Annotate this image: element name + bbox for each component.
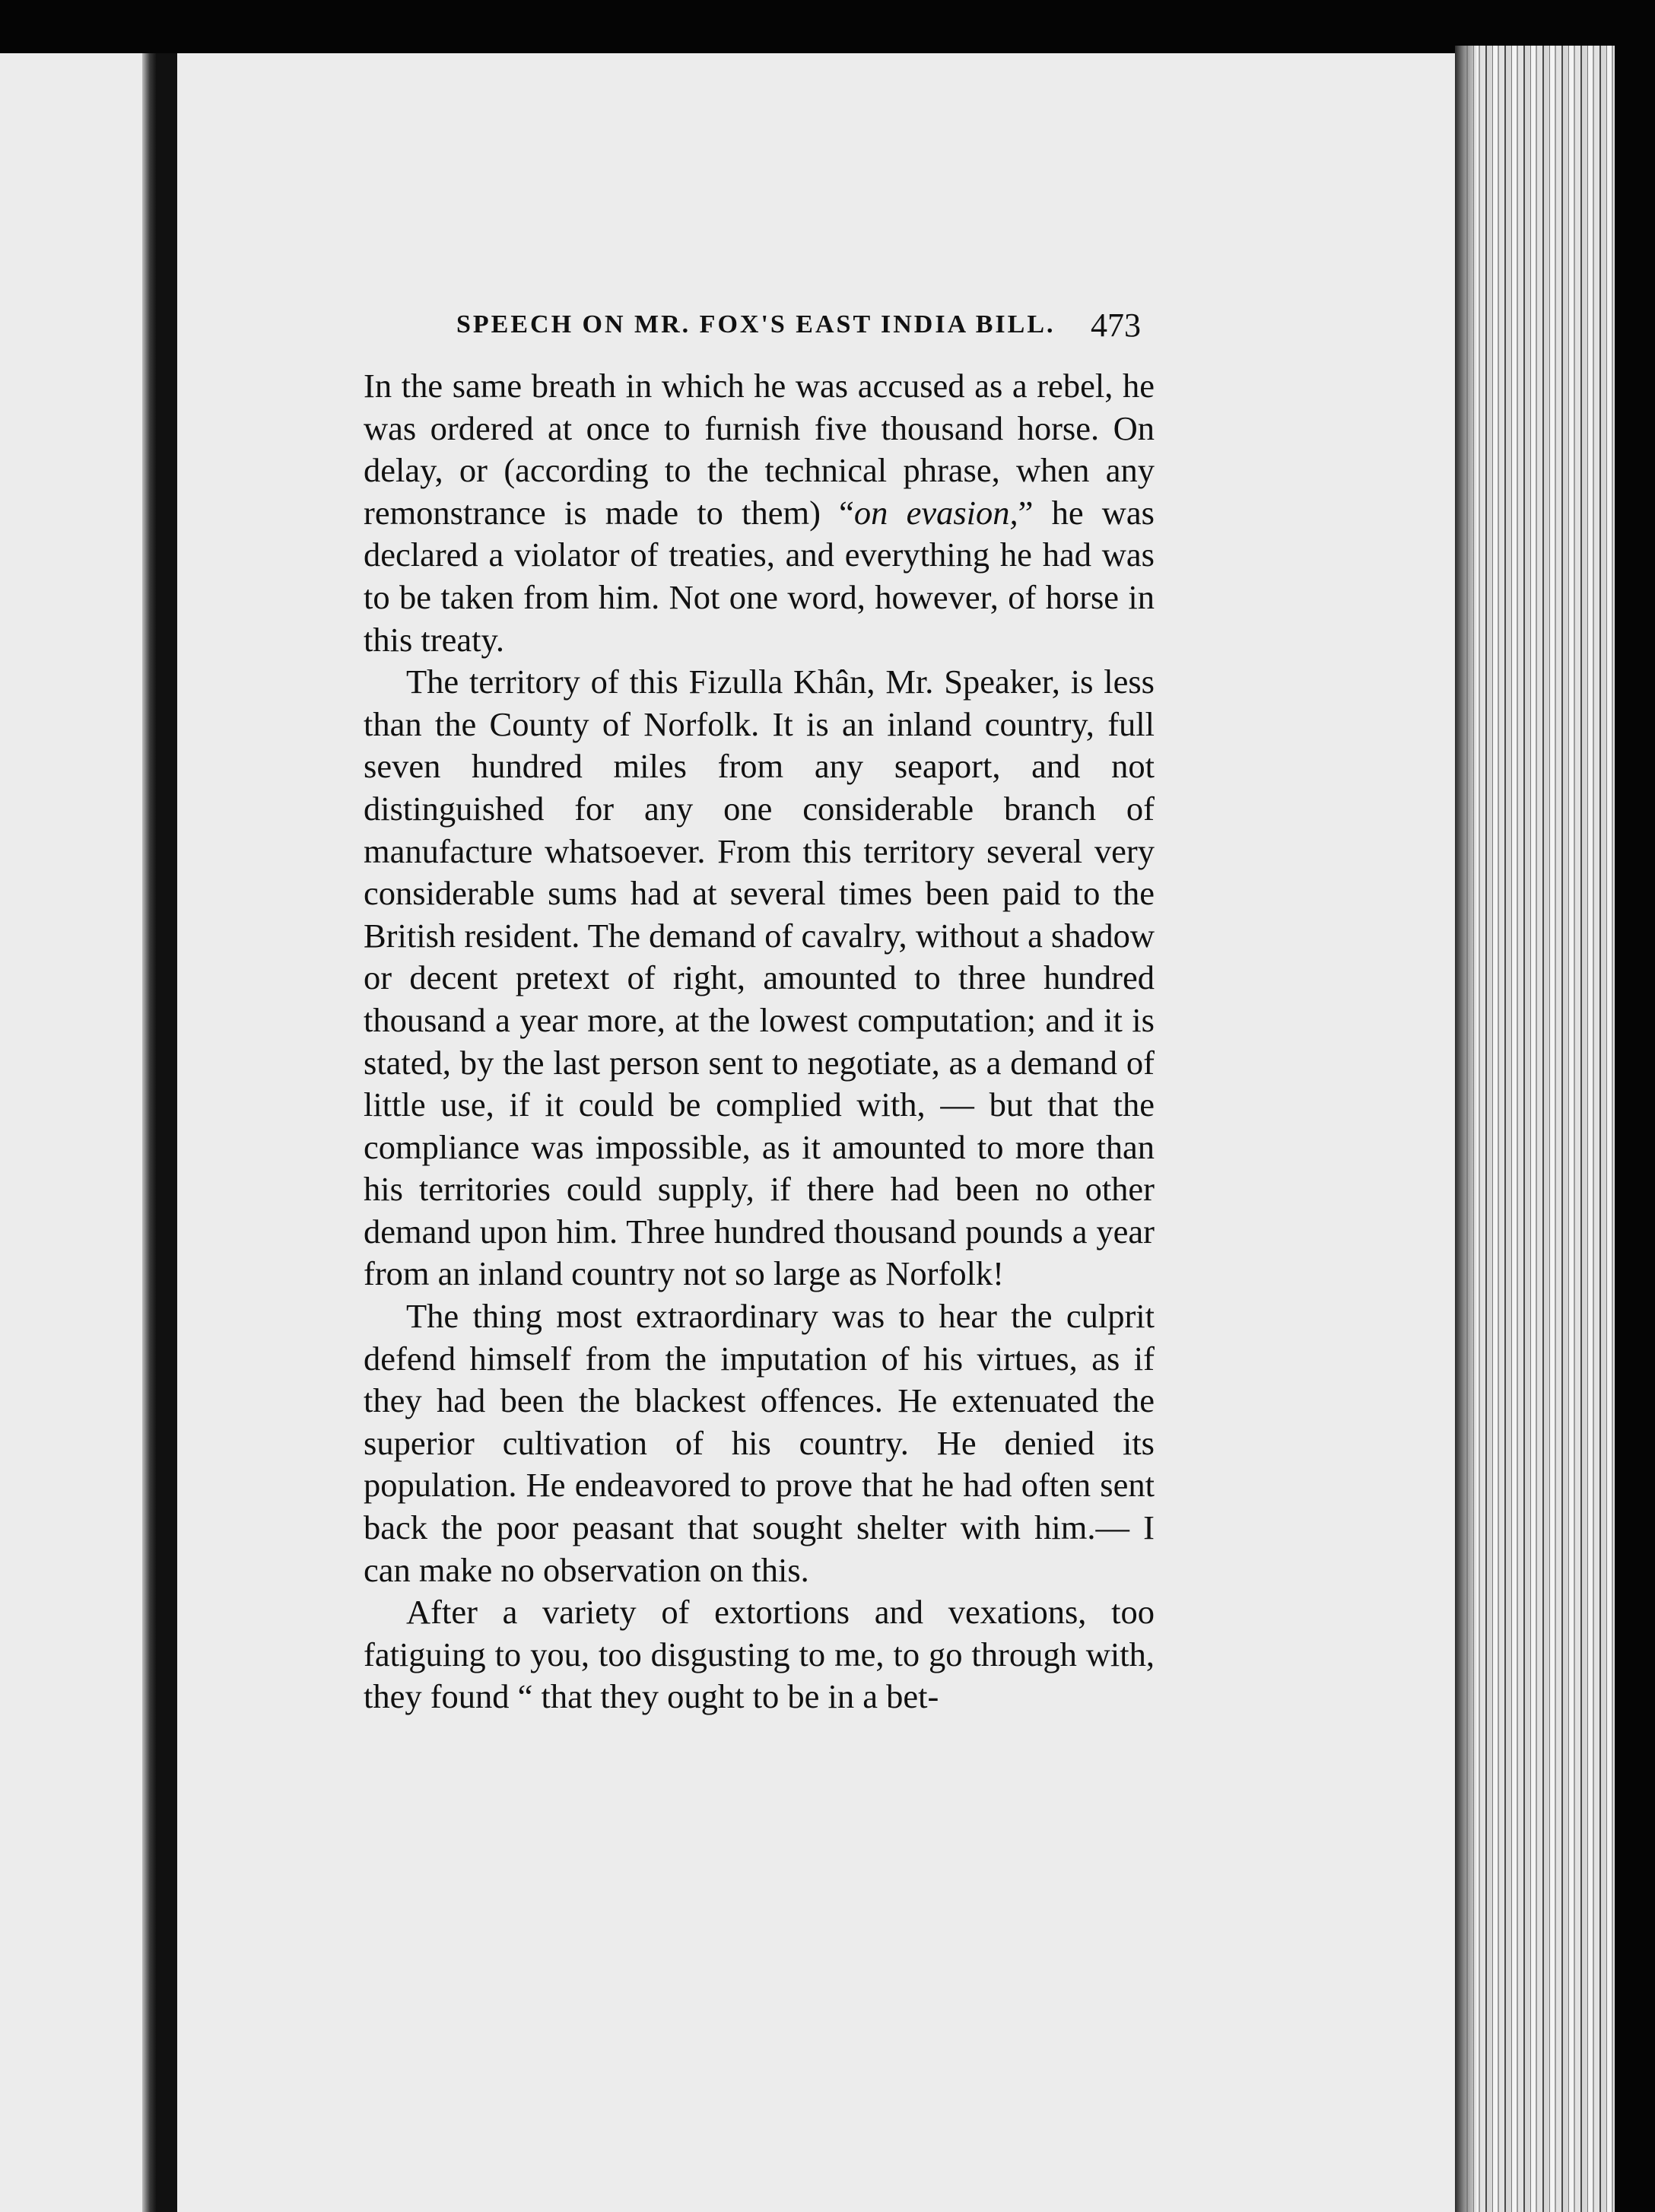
left-page-gutter-shadow <box>142 53 156 2212</box>
body-text <box>364 365 1155 1718</box>
paragraph-2: The territory of this Fizulla Khân, Mr. Speaker, is less than the County of Norfolk. It is an inland country, full seven hundred miles from any seaport, and not distinguished for any one considerable branch of manufacture whatsoever. From this territory several very considerable sums had at several times been paid to the British resident. The demand of cavalry, without a shadow or decent pretext of right, amounted to three hundred thousand a year more, at the lowest computation; and it is stated, by the last person sent to negotiate, as a demand of little use, if it could be complied with, — but that the compliance was impossible, as it amounted to more than his territories could supply, if there had been no other demand upon him. Three hundred thousand pounds a year from an inland country not so large as Norfolk! <box>364 663 1155 1293</box>
paragraph-1-italic: on evasion, <box>853 493 1018 532</box>
running-head-title: SPEECH ON MR. FOX'S EAST INDIA BILL. <box>456 310 1056 338</box>
page-edges-shadow <box>1455 46 1478 2212</box>
page-number: 473 <box>1091 307 1141 344</box>
facing-page-left <box>0 53 156 2212</box>
paragraph-4: After a variety of extortions and vexations, too fatiguing to you, too disgusting to me, to go through with, they found “ that they ought to be in a bet- <box>364 1593 1155 1716</box>
running-head <box>456 306 1141 351</box>
paragraph-1-text-a: In the same breath in which he was accused as a rebel, he was ordered at once to furnish five thousand horse. On delay, or (according to the technical phrase, when any remonstrance is made to them) “ <box>364 367 1155 532</box>
paragraph-1-text-b: ” he was declared a violator of treaties, and everything he had was to be taken from him. Not one word, however, of horse in this treaty. <box>364 493 1155 659</box>
book-spine-gap <box>156 53 177 2212</box>
paragraph-1 <box>364 365 1155 661</box>
paragraph-3: The thing most extraordinary was to hear the culprit defend himself from the imputation of his virtues, as if they had been the blackest offences. He extenuated the superior cultivation of his country. He denied its population. He endeavored to prove that he had often sent back the poor peasant that sought shelter with him.— I can make no observation on this. <box>364 1297 1155 1589</box>
page-edges-stack <box>1455 46 1615 2212</box>
scan-border-right <box>1615 0 1655 2212</box>
